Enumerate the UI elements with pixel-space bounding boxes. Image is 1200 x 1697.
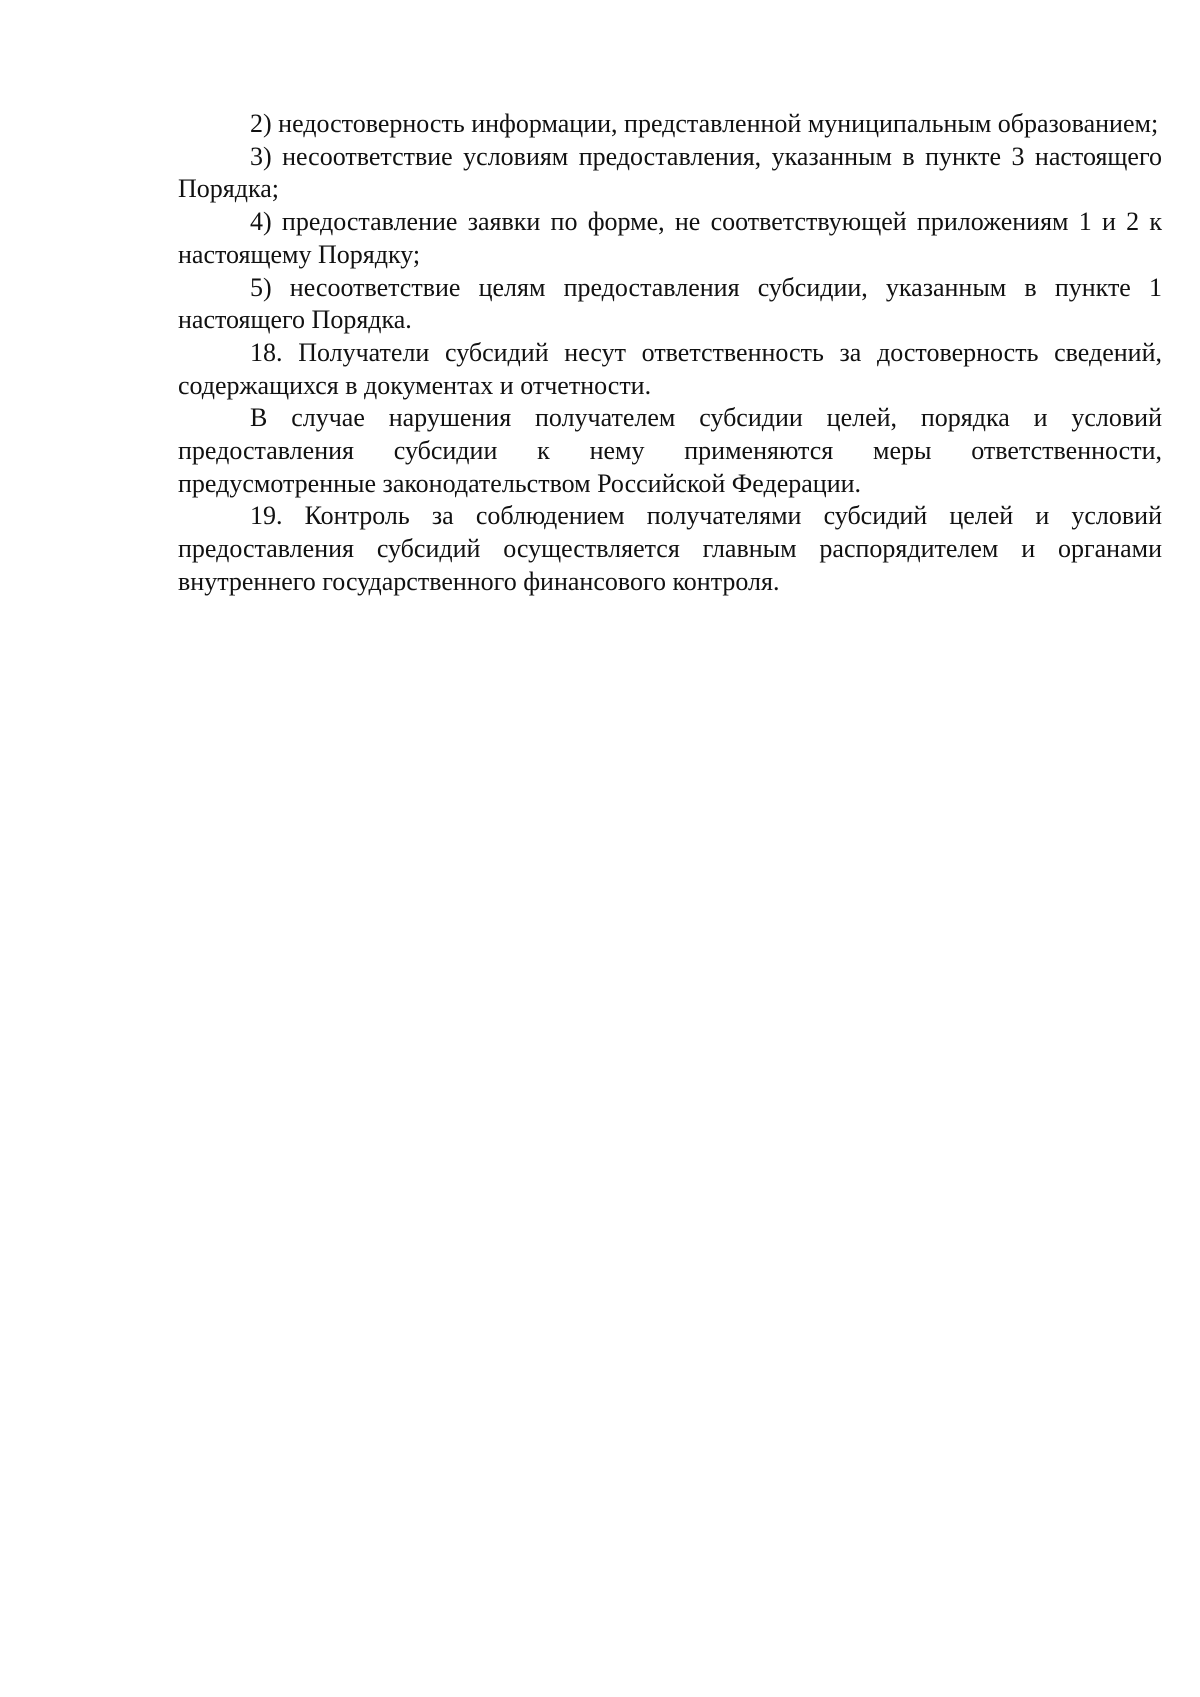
clause-19-control: 19. Контроль за соблюдением получателями субсидий целей и условий предоставления субсидий осуществляется главным распорядителем и органами внутреннего государственного финансового контроля. bbox=[178, 501, 1162, 596]
list-item-5-purposes-mismatch: 5) несоответствие целям предоставления субсидии, указанным в пункте 1 настоящего Порядка. bbox=[178, 272, 1162, 335]
clause-18-responsibility: 18. Получатели субсидий несут ответственность за достоверность сведений, содержащихся в документах и отчетности. bbox=[178, 337, 1162, 400]
list-item-2-unreliable-info: 2) недостоверность информации, представленной муниципальным образованием; bbox=[250, 109, 1159, 138]
list-item-3-conditions-mismatch: 3) несоответствие условиям предоставления, указанным в пункте 3 настоящего Порядка; bbox=[178, 141, 1162, 204]
document-body bbox=[178, 108, 1162, 599]
clause-18-violation-measures: В случае нарушения получателем субсидии целей, порядка и условий предоставления субсидии к нему применяются меры ответственности, предусмотренные законодательством Российской Федерации. bbox=[178, 403, 1162, 498]
list-item-4-application-form: 4) предоставление заявки по форме, не соответствующей приложениям 1 и 2 к настоящему Порядку; bbox=[178, 207, 1162, 269]
